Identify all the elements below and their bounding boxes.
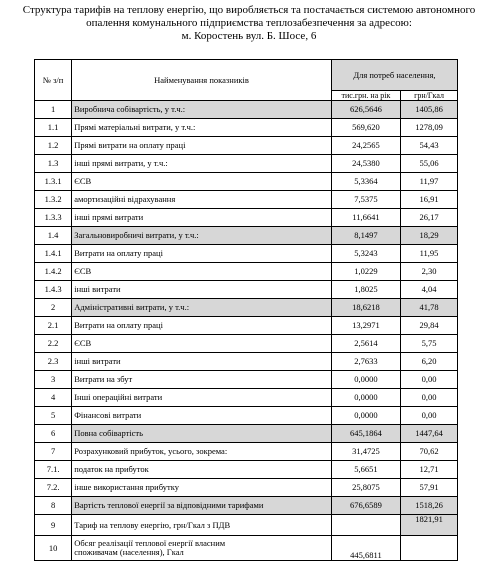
row-name: Фінансові витрати	[72, 407, 332, 425]
row-value-uah-per-gcal: 11,97	[401, 173, 458, 191]
table-row	[35, 155, 458, 173]
row-value-thousand-uah: 1,0229	[331, 263, 400, 281]
row-value-uah-per-gcal: 0,00	[401, 389, 458, 407]
row-value-thousand-uah: 569,620	[331, 119, 400, 137]
row-value-uah-per-gcal: 26,17	[401, 209, 458, 227]
title-line-3: м. Коростень вул. Б. Шосе, 6	[181, 30, 317, 42]
table-row	[35, 371, 458, 389]
row-name: Прямі витрати на оплату праці	[72, 137, 332, 155]
table-row	[35, 443, 458, 461]
row-num: 3	[35, 371, 72, 389]
table-row	[35, 191, 458, 209]
row-value-uah-per-gcal: 11,95	[401, 245, 458, 263]
table-row	[35, 335, 458, 353]
row-value-uah-per-gcal: 18,29	[401, 227, 458, 245]
row-name: Загальновиробничі витрати, у т.ч.:	[72, 227, 332, 245]
row-value-uah-per-gcal: 70,62	[401, 443, 458, 461]
row-num: 4	[35, 389, 72, 407]
row-name: Витрати на оплату праці	[72, 245, 332, 263]
row-name-line-1: Обсяг реалізації теплової енергії власним	[74, 538, 226, 548]
row-num: 1.1	[35, 119, 72, 137]
row-num: 5	[35, 407, 72, 425]
row-name: Витрати на збут	[72, 371, 332, 389]
tariff-structure-table	[34, 59, 458, 561]
table-row	[35, 137, 458, 155]
row-value-uah-per-gcal: 0,00	[401, 371, 458, 389]
row-num: 6	[35, 425, 72, 443]
row-num: 10	[35, 536, 72, 561]
row-value-uah-per-gcal: 4,04	[401, 281, 458, 299]
row-num: 1.2	[35, 137, 72, 155]
row-num: 1.3	[35, 155, 72, 173]
row-name: Прямі матеріальні витрати, у т.ч.:	[72, 119, 332, 137]
row-value-thousand-uah: 11,6641	[331, 209, 400, 227]
table-row	[35, 227, 458, 245]
row-value-thousand-uah: 18,6218	[331, 299, 400, 317]
row-name: податок на прибуток	[72, 461, 332, 479]
table-row	[35, 299, 458, 317]
table-row-volume	[35, 536, 458, 561]
table-row	[35, 245, 458, 263]
row-value-uah-per-gcal: 1518,26	[401, 497, 458, 515]
row-value-uah-per-gcal: 5,75	[401, 335, 458, 353]
row-value-thousand-uah: 25,8075	[331, 479, 400, 497]
row-num: 1.3.3	[35, 209, 72, 227]
table-body	[35, 60, 458, 561]
row-num: 1.4	[35, 227, 72, 245]
row-num: 8	[35, 497, 72, 515]
table-row	[35, 317, 458, 335]
row-name: інші витрати	[72, 353, 332, 371]
row-num: 1.4.3	[35, 281, 72, 299]
row-value-thousand-uah: 5,6651	[331, 461, 400, 479]
row-value-uah-per-gcal: 12,71	[401, 461, 458, 479]
table-row	[35, 281, 458, 299]
row-name: Повна собівартість	[72, 425, 332, 443]
table-row	[35, 479, 458, 497]
row-num: 7.2.	[35, 479, 72, 497]
row-value-uah-per-gcal: 2,30	[401, 263, 458, 281]
row-name-line-2: споживачам (населення), Гкал	[74, 547, 184, 557]
row-value-thousand-uah: 7,5375	[331, 191, 400, 209]
row-value-thousand-uah: 645,1864	[331, 425, 400, 443]
row-num: 7	[35, 443, 72, 461]
header-name: Найменування показників	[72, 60, 332, 101]
table-header-row	[35, 60, 458, 91]
row-value-uah-per-gcal: 16,91	[401, 191, 458, 209]
row-num: 2.1	[35, 317, 72, 335]
row-num: 1.4.1	[35, 245, 72, 263]
row-value-thousand-uah: 5,3243	[331, 245, 400, 263]
table-row	[35, 407, 458, 425]
table-row	[35, 263, 458, 281]
row-value-uah-per-gcal: 1278,09	[401, 119, 458, 137]
row-name	[72, 536, 332, 561]
row-num: 1.4.2	[35, 263, 72, 281]
row-num: 9	[35, 515, 72, 536]
row-name: інші прямі витрати, у т.ч.:	[72, 155, 332, 173]
row-value-thousand-uah: 676,6589	[331, 497, 400, 515]
row-value-thousand-uah: 445,6811	[331, 536, 400, 561]
row-value-uah-per-gcal: 55,06	[401, 155, 458, 173]
row-num: 1	[35, 101, 72, 119]
header-unit-2: грн/Гкал	[401, 91, 458, 101]
header-num: № з/п	[35, 60, 72, 101]
table-row-tariff	[35, 515, 458, 536]
row-name: ЄСВ	[72, 173, 332, 191]
row-num: 2.3	[35, 353, 72, 371]
row-value-thousand-uah: 0,0000	[331, 371, 400, 389]
row-name: Витрати на оплату праці	[72, 317, 332, 335]
row-value-uah-per-gcal: 1405,86	[401, 101, 458, 119]
row-num: 1.3.1	[35, 173, 72, 191]
row-value-uah-per-gcal: 0,00	[401, 407, 458, 425]
row-name: Тариф на теплову енергію, грн/Гкал з ПДВ	[72, 515, 332, 536]
row-num: 1.3.2	[35, 191, 72, 209]
row-name: інші прямі витрати	[72, 209, 332, 227]
row-value-uah-per-gcal: 6,20	[401, 353, 458, 371]
table-row	[35, 497, 458, 515]
row-num: 2	[35, 299, 72, 317]
row-name: Виробнича собівартість, у т.ч.:	[72, 101, 332, 119]
document-title	[0, 4, 498, 43]
row-value-thousand-uah	[331, 515, 400, 536]
title-line-1: Структура тарифів на теплову енергію, що виробляється та постачається системою автономного	[22, 4, 476, 16]
row-value-uah-per-gcal: 1447,64	[401, 425, 458, 443]
row-value-thousand-uah: 0,0000	[331, 389, 400, 407]
row-name: ЄСВ	[72, 263, 332, 281]
row-value-thousand-uah: 2,5614	[331, 335, 400, 353]
row-value-thousand-uah: 31,4725	[331, 443, 400, 461]
row-num: 7.1.	[35, 461, 72, 479]
table-row	[35, 119, 458, 137]
row-value-uah-per-gcal	[401, 536, 458, 561]
header-unit-1: тис.грн. на рік	[331, 91, 400, 101]
row-name: Адміністративні витрати, у т.ч.:	[72, 299, 332, 317]
row-name: інше використання прибутку	[72, 479, 332, 497]
row-value-uah-per-gcal: 54,43	[401, 137, 458, 155]
row-num: 2.2	[35, 335, 72, 353]
row-value-uah-per-gcal: 41,78	[401, 299, 458, 317]
row-value-thousand-uah: 2,7633	[331, 353, 400, 371]
row-value-thousand-uah: 0,0000	[331, 407, 400, 425]
row-value-thousand-uah: 1,8025	[331, 281, 400, 299]
table-row	[35, 389, 458, 407]
row-value-thousand-uah: 626,5646	[331, 101, 400, 119]
row-name: Вартість теплової енергії за відповідними тарифами	[72, 497, 332, 515]
row-value-thousand-uah: 24,2565	[331, 137, 400, 155]
table-row	[35, 209, 458, 227]
table-row	[35, 461, 458, 479]
row-name: амортизаційні відрахування	[72, 191, 332, 209]
row-value-uah-per-gcal: 29,84	[401, 317, 458, 335]
row-name: інші витрати	[72, 281, 332, 299]
row-name: Розрахунковий прибуток, усього, зокрема:	[72, 443, 332, 461]
table-row	[35, 353, 458, 371]
table-row	[35, 173, 458, 191]
row-value-uah-per-gcal: 57,91	[401, 479, 458, 497]
table-row	[35, 101, 458, 119]
row-value-thousand-uah: 24,5380	[331, 155, 400, 173]
row-value-thousand-uah: 8,1497	[331, 227, 400, 245]
header-group: Для потреб населення,	[331, 60, 457, 91]
row-value-uah-per-gcal: 1821,91	[401, 515, 458, 536]
row-value-thousand-uah: 5,3364	[331, 173, 400, 191]
table-row	[35, 425, 458, 443]
row-name: ЄСВ	[72, 335, 332, 353]
title-line-2: опалення комунального підприємства теплозабезпечення за адресою:	[86, 17, 412, 29]
row-name: Інші операційні витрати	[72, 389, 332, 407]
row-value-thousand-uah: 13,2971	[331, 317, 400, 335]
